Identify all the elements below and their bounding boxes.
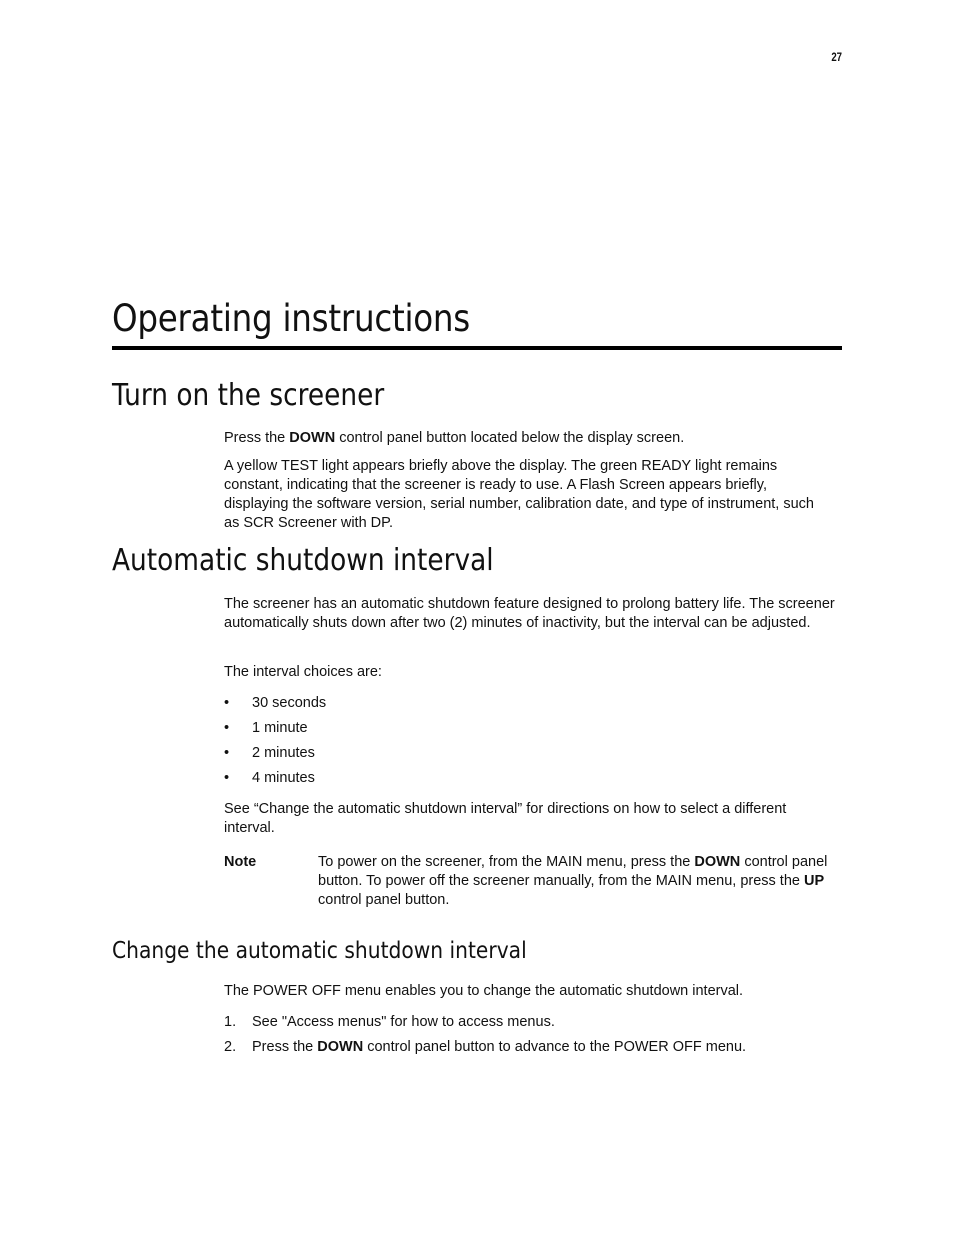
chapter-title: Operating instructions <box>112 297 471 340</box>
subsection-heading-change-interval: Change the automatic shutdown interval <box>112 938 527 964</box>
bullet-icon: • <box>224 720 230 736</box>
chapter-divider <box>112 346 842 350</box>
step-number: 1. <box>224 1014 237 1030</box>
page-number: 27 <box>831 50 842 64</box>
auto-shutdown-paragraph-1: The screener has an automatic shutdown feature designed to prolong battery life. The screener automatically shuts down after two (2) minutes of inactivity, but the interval can be adjusted. <box>224 596 835 631</box>
section-heading-turn-on: Turn on the screener <box>112 378 385 413</box>
note-label: Note <box>224 854 257 870</box>
interval-choices-intro: The interval choices are: <box>224 664 382 680</box>
bullet-icon: • <box>224 745 230 761</box>
change-interval-paragraph: The POWER OFF menu enables you to change the automatic shutdown interval. <box>224 983 744 999</box>
section-heading-auto-shutdown: Automatic shutdown interval <box>112 543 494 578</box>
note-text: To power on the screener, from the MAIN menu, press the DOWN control panel button. To power off the screener manually, from the MAIN menu, press the UP control panel button. <box>318 854 828 908</box>
bullet-icon: • <box>224 770 230 786</box>
auto-shutdown-see-also: See “Change the automatic shutdown interval” for directions on how to select a different interval. <box>224 801 787 836</box>
step-number: 2. <box>224 1039 237 1055</box>
bullet-icon: • <box>224 695 230 711</box>
turn-on-paragraph-1: Press the DOWN control panel button located below the display screen. <box>224 430 685 446</box>
turn-on-paragraph-2: A yellow TEST light appears briefly above the display. The green READY light remains constant, indicating that the screener is ready to use. A Flash Screen appears briefly, displaying the software version, serial number, calibration date, and type of instrument, such as SCR Screener with DP. <box>224 458 814 531</box>
down-button-label: DOWN <box>289 430 336 446</box>
